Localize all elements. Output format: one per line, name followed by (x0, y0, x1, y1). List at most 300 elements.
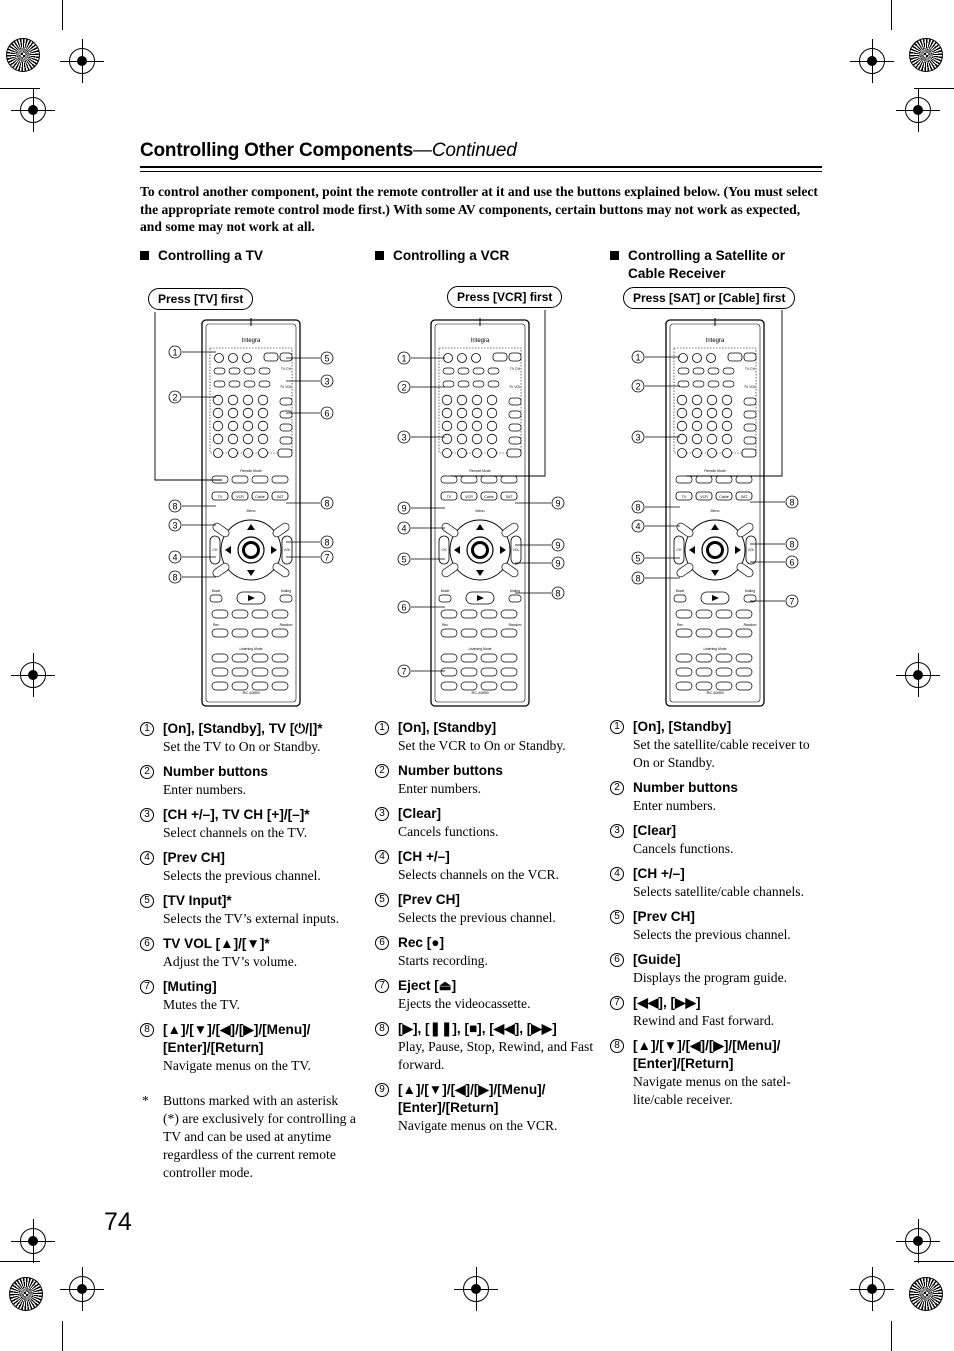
input-selector-button (458, 368, 469, 374)
listening-mode-label: Listening Mode (468, 647, 492, 651)
list-item (610, 779, 822, 815)
list-item (375, 977, 597, 1013)
input-selector-button (708, 381, 719, 387)
power-button (243, 354, 252, 363)
item-label: [Prev CH] (633, 909, 695, 924)
listening-mode-button (461, 668, 477, 676)
mode-button-label: VCR (465, 495, 473, 499)
item-list-tv (140, 720, 362, 1082)
function-button (693, 449, 702, 458)
input-selector-button (488, 381, 499, 387)
mode-button-label: SAT (276, 495, 284, 499)
listening-mode-button (736, 682, 752, 690)
side-button (744, 398, 756, 405)
side-button (509, 437, 521, 444)
number-button (487, 408, 497, 418)
number-button (472, 408, 482, 418)
listening-mode-button (232, 668, 248, 676)
item-number: 7 (610, 996, 624, 1010)
function-button (708, 449, 717, 458)
number-button (243, 395, 253, 405)
crosshair-mark-icon (20, 662, 46, 688)
tv-vol-label: TV VOL (279, 385, 293, 389)
callout-number: 8 (172, 501, 178, 512)
item-description: Rewind and Fast forward. (633, 1013, 775, 1028)
registration-sunburst-icon (6, 38, 40, 72)
rec-label: Rec (676, 623, 684, 627)
input-button (280, 353, 292, 361)
transport-button (232, 610, 248, 618)
mode-button (441, 476, 457, 483)
transport-button (272, 610, 288, 618)
list-item (610, 994, 822, 1030)
list-item (140, 849, 362, 885)
list-item (375, 848, 597, 884)
number-button (692, 421, 702, 431)
transport-button (481, 610, 497, 618)
number-button (677, 421, 687, 431)
function-button (507, 449, 521, 457)
column-heading-tv (140, 247, 355, 265)
mode-button-label: VCR (236, 495, 244, 499)
listening-mode-button (252, 654, 268, 662)
mode-label: Mode (440, 589, 450, 593)
function-button (723, 449, 732, 458)
callout-number: 6 (401, 602, 407, 613)
number-button (457, 408, 467, 418)
item-label: Number buttons (163, 764, 268, 779)
callout-number: 5 (401, 554, 407, 565)
function-button (229, 449, 238, 458)
item-number: 3 (140, 808, 154, 822)
input-selector-button (443, 381, 454, 387)
column-heading-sat (610, 247, 810, 283)
transport-button (461, 629, 477, 637)
number-button (692, 434, 702, 444)
callout-number: 7 (789, 596, 795, 607)
callout-number: 7 (324, 552, 330, 563)
item-description: Enter numbers. (163, 782, 247, 797)
mode-button (461, 476, 477, 483)
input-selector-button (244, 368, 255, 374)
crop-line (62, 1321, 63, 1351)
transport-button (501, 610, 517, 618)
number-button (457, 395, 467, 405)
listening-mode-button (696, 668, 712, 676)
crop-line (62, 0, 63, 30)
vol-label: VOL (283, 548, 291, 552)
heading-text: Controlling a TV (158, 248, 263, 263)
tv-vol-label: TV VOL (508, 385, 522, 389)
number-button (457, 421, 467, 431)
number-button (258, 434, 268, 444)
listening-mode-button (441, 654, 457, 662)
list-item (375, 1020, 597, 1074)
listening-mode-button (232, 682, 248, 690)
item-label: [On], [Standby] (633, 719, 732, 734)
item-description: Selects the TV’s external inputs. (163, 911, 340, 926)
item-description: Selects satellite/cable channels. (633, 884, 804, 899)
callout-number: 2 (401, 382, 407, 393)
input-button (264, 353, 278, 361)
mode-button (736, 476, 752, 483)
transport-button (716, 629, 732, 637)
title-text: Controlling Other Components (140, 140, 414, 161)
transport-button (461, 610, 477, 618)
number-button (472, 434, 482, 444)
input-button (509, 353, 521, 361)
input-selector-button (708, 368, 719, 374)
mode-button (252, 476, 268, 483)
input-selector-button (693, 381, 704, 387)
list-item (610, 718, 822, 772)
item-description: Selects the previous channel. (398, 910, 556, 925)
crosshair-mark-icon (905, 1228, 931, 1254)
transport-button (481, 629, 497, 637)
tv-ch-label: TV CH (280, 367, 292, 371)
number-button (707, 408, 717, 418)
callout-number: 4 (635, 521, 641, 532)
list-item (375, 805, 597, 841)
number-button (228, 421, 238, 431)
crop-line (0, 1261, 40, 1262)
list-item (140, 763, 362, 799)
title-rule (140, 166, 822, 168)
listening-mode-button (501, 654, 517, 662)
item-label: [CH +/–] (633, 866, 685, 881)
square-bullet-icon (375, 251, 384, 260)
item-description: Enter numbers. (633, 798, 717, 813)
list-item (610, 908, 822, 944)
mode-button-label: SAT (505, 495, 513, 499)
side-button (280, 437, 292, 444)
crop-line (0, 88, 40, 89)
callout-number: 9 (555, 540, 561, 551)
listening-mode-button (441, 682, 457, 690)
remote-brand-label: Integra (241, 338, 261, 344)
number-button (442, 421, 452, 431)
transport-button (696, 610, 712, 618)
title-continued: —Continued (413, 140, 517, 161)
vol-label: VOL (512, 548, 520, 552)
function-button (214, 449, 223, 458)
input-selector-button (723, 381, 734, 387)
number-button (722, 434, 732, 444)
item-description: Displays the program guide. (633, 970, 788, 985)
item-description: Adjust the TV’s volume. (163, 954, 298, 969)
number-button (258, 408, 268, 418)
list-item (610, 951, 822, 987)
input-selector-button (259, 381, 270, 387)
number-button (442, 408, 452, 418)
item-label: [On], [Standby] (398, 720, 497, 735)
side-button (744, 424, 756, 431)
side-button (744, 437, 756, 444)
callout-number: 8 (324, 537, 330, 548)
function-button (259, 449, 268, 458)
number-button (457, 434, 467, 444)
list-item (140, 806, 362, 842)
list-item (140, 892, 362, 928)
number-button (677, 408, 687, 418)
listening-mode-button (461, 654, 477, 662)
function-button (488, 449, 497, 458)
transport-button (676, 629, 692, 637)
number-button (258, 395, 268, 405)
transport-button (272, 629, 288, 637)
number-button (707, 395, 717, 405)
listening-mode-button (676, 654, 692, 662)
transport-button (212, 629, 228, 637)
number-button (228, 395, 238, 405)
number-button (213, 408, 223, 418)
number-button (228, 434, 238, 444)
mode-button (676, 476, 692, 483)
item-label: [Clear] (633, 823, 677, 838)
number-button (677, 395, 687, 405)
list-item (610, 1037, 822, 1109)
crosshair-mark-icon (463, 1276, 489, 1302)
item-number: 4 (375, 850, 389, 864)
mode-button-label: Cable (719, 495, 729, 499)
callout-number: 3 (172, 520, 178, 531)
listening-mode-button (441, 668, 457, 676)
muting-button (280, 595, 292, 602)
input-selector-button (678, 368, 689, 374)
listening-mode-button (481, 654, 497, 662)
page-number: 74 (104, 1208, 132, 1236)
function-button (443, 449, 452, 458)
crosshair-mark-icon (859, 48, 885, 74)
item-number: 2 (140, 765, 154, 779)
number-button (258, 421, 268, 431)
callout-number: 8 (789, 497, 795, 508)
number-button (677, 434, 687, 444)
function-button (473, 449, 482, 458)
callout-number: 8 (635, 573, 641, 584)
number-button (472, 421, 482, 431)
side-button (509, 411, 521, 418)
listening-mode-button (716, 682, 732, 690)
list-item (375, 1081, 597, 1135)
number-button (472, 395, 482, 405)
pill-press-sat: Press [SAT] or [Cable] first (623, 287, 795, 309)
number-button (442, 434, 452, 444)
mode-button (272, 476, 288, 483)
item-number: 9 (375, 1083, 389, 1097)
item-label: [CH +/–] (398, 849, 450, 864)
callout-number: 6 (324, 408, 330, 419)
input-button (728, 353, 742, 361)
mode-small-button (210, 595, 222, 602)
mode-button-label: TV (446, 495, 452, 499)
item-number: 7 (375, 979, 389, 993)
item-number: 3 (375, 807, 389, 821)
number-button (442, 395, 452, 405)
power-button (229, 354, 238, 363)
item-number: 5 (610, 910, 624, 924)
mode-button-label: VCR (700, 495, 708, 499)
page-title (140, 140, 517, 162)
function-button (678, 449, 687, 458)
registration-sunburst-icon (909, 38, 943, 72)
side-button (280, 424, 292, 431)
random-label: Random (508, 623, 522, 627)
callout-number: 1 (635, 352, 641, 363)
mode-button (481, 476, 497, 483)
power-button (458, 354, 467, 363)
item-number: 5 (140, 894, 154, 908)
listening-mode-button (481, 682, 497, 690)
item-description: Navigate menus on the VCR. (398, 1118, 558, 1133)
mode-button-label: SAT (740, 495, 748, 499)
transport-button (736, 610, 752, 618)
item-label: Eject [⏏] (398, 978, 457, 993)
callout-number: 3 (324, 376, 330, 387)
callout-number: 1 (401, 353, 407, 364)
crosshair-mark-icon (20, 1228, 46, 1254)
mode-label: Mode (675, 589, 685, 593)
input-button (493, 353, 507, 361)
registration-sunburst-icon (9, 1277, 43, 1311)
item-description: Play, Pause, Stop, Rewind, and Fast forward. (398, 1039, 594, 1072)
callout-number: 8 (555, 588, 561, 599)
item-number: 8 (140, 1023, 154, 1037)
power-button (693, 354, 702, 363)
item-label: [▲]/[▼]/[◀]/[▶]/[Menu]/ [Enter]/[Return] (633, 1038, 781, 1071)
listening-mode-button (716, 654, 732, 662)
listening-mode-button (716, 668, 732, 676)
listening-mode-button (696, 682, 712, 690)
callout-number: 5 (324, 353, 330, 364)
menu-label: Menu (246, 509, 256, 513)
listening-mode-button (272, 654, 288, 662)
menu-label: Menu (710, 509, 720, 513)
input-selector-button (473, 368, 484, 374)
remote-mode-label: Remote Mode (469, 469, 491, 473)
input-button (744, 353, 756, 361)
function-button (244, 449, 253, 458)
number-button (228, 408, 238, 418)
side-button (509, 424, 521, 431)
side-button (744, 411, 756, 418)
number-button (243, 421, 253, 431)
number-button (692, 408, 702, 418)
remote-mode-label: Remote Mode (704, 469, 726, 473)
item-number: 6 (140, 937, 154, 951)
crop-line (891, 1321, 892, 1351)
crop-line (914, 1261, 954, 1262)
item-label: [Prev CH] (163, 850, 225, 865)
listening-mode-button (272, 668, 288, 676)
callout-number: 4 (172, 552, 178, 563)
tv-ch-label: TV CH (744, 367, 756, 371)
callout-number: 3 (635, 432, 641, 443)
enter-button-face (709, 544, 721, 556)
crosshair-mark-icon (20, 97, 46, 123)
remote-illustration-vcr (375, 300, 605, 712)
pill-press-vcr: Press [VCR] first (447, 286, 562, 308)
transport-button (696, 629, 712, 637)
input-selector-button (723, 368, 734, 374)
remote-illustration-sat (608, 300, 838, 712)
listening-mode-label: Listening Mode (239, 647, 263, 651)
rec-label: Rec (441, 623, 449, 627)
input-selector-button (214, 368, 225, 374)
tv-vol-label: TV VOL (743, 385, 757, 389)
item-label: Number buttons (398, 763, 503, 778)
remote-model-label: RC-630M (706, 690, 724, 695)
item-description: Navigate menus on the satel- lite/cable receiver. (633, 1074, 791, 1107)
listening-mode-button (212, 654, 228, 662)
mode-label: Mode (211, 589, 221, 593)
item-number: 2 (610, 781, 624, 795)
item-description: Set the VCR to On or Standby. (398, 738, 566, 753)
item-description: Set the TV to On or Standby. (163, 739, 321, 754)
footnote-mark: * (142, 1093, 149, 1108)
item-number: 4 (140, 851, 154, 865)
list-item (140, 978, 362, 1014)
listening-mode-button (736, 668, 752, 676)
item-label: [Prev CH] (398, 892, 460, 907)
callout-number: 9 (555, 498, 561, 509)
callout-number: 1 (172, 347, 178, 358)
crosshair-mark-icon (69, 48, 95, 74)
crosshair-mark-icon (905, 662, 931, 688)
item-description: Ejects the videocassette. (398, 996, 531, 1011)
number-button (722, 395, 732, 405)
number-button (487, 421, 497, 431)
list-item (375, 719, 597, 755)
power-button (215, 354, 224, 363)
listening-mode-button (736, 654, 752, 662)
item-list-vcr (375, 719, 597, 1142)
item-number: 5 (375, 893, 389, 907)
registration-sunburst-icon (909, 1277, 943, 1311)
mode-button-label: TV (681, 495, 687, 499)
item-description: Starts recording. (398, 953, 488, 968)
item-list-sat (610, 718, 822, 1116)
listening-mode-button (212, 668, 228, 676)
input-selector-button (214, 381, 225, 387)
item-description: Selects channels on the VCR. (398, 867, 559, 882)
listening-mode-button (696, 654, 712, 662)
callout-number: 2 (172, 392, 178, 403)
list-item (375, 891, 597, 927)
item-number: 8 (375, 1022, 389, 1036)
mode-button-label: Cable (255, 495, 265, 499)
input-selector-button (229, 381, 240, 387)
transport-button (232, 629, 248, 637)
side-button (280, 398, 292, 405)
footnote (142, 1092, 357, 1182)
crop-line (914, 88, 954, 89)
callout-number: 6 (789, 557, 795, 568)
number-button (213, 421, 223, 431)
intro-paragraph: To control another component, point the remote controller at it and use the buttons explained below. (You must select the appropriate remote control mode first.) With some AV components, certain buttons may not work as expected, and some may not work at all. (140, 184, 818, 234)
function-button (742, 449, 756, 457)
mode-button (232, 476, 248, 483)
item-label: [▲]/[▼]/[◀]/[▶]/[Menu]/ [Enter]/[Return] (398, 1082, 546, 1115)
remote-illustration-tv (140, 300, 370, 712)
list-item (140, 935, 362, 971)
number-button (692, 395, 702, 405)
list-item (140, 1021, 362, 1075)
listening-mode-button (501, 682, 517, 690)
item-number: 2 (375, 764, 389, 778)
item-label: [◀◀], [▶▶] (633, 995, 701, 1010)
callout-number: 3 (401, 432, 407, 443)
